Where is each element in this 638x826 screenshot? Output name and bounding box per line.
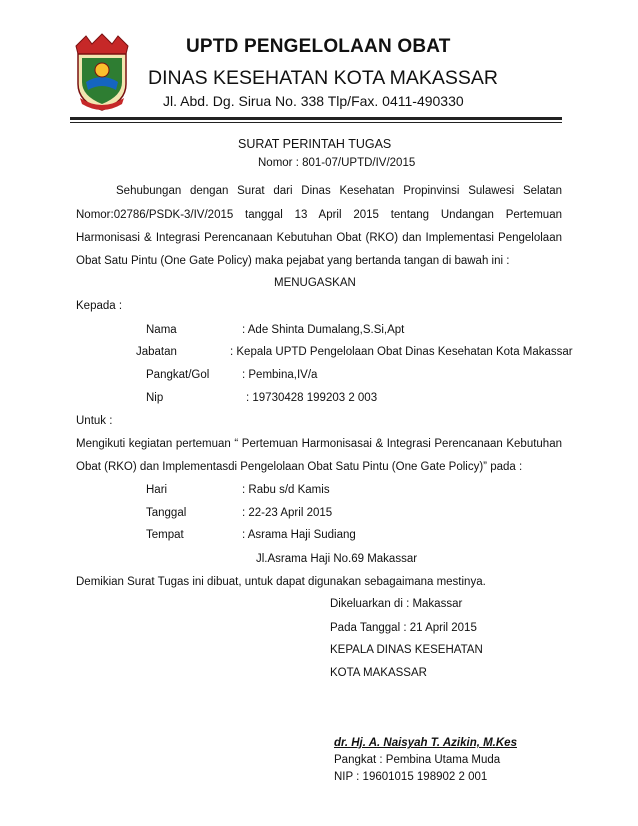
signatory-name: dr. Hj. A. Naisyah T. Azikin, M.Kes [334, 737, 517, 749]
header-subtitle: DINAS KESEHATAN KOTA MAKASSAR [148, 67, 499, 89]
nama-label: Nama [146, 324, 177, 336]
tempat-label: Tempat [146, 529, 184, 541]
city-emblem-logo [70, 32, 134, 112]
nama-value: : Ade Shinta Dumalang,S.Si,Apt [242, 324, 405, 336]
office-line-2: KOTA MAKASSAR [330, 667, 427, 679]
signatory-nip: NIP : 19601015 198902 2 001 [334, 771, 488, 783]
menugaskan-heading: MENUGASKAN [274, 277, 356, 289]
hari-value: : Rabu s/d Kamis [242, 484, 330, 496]
issued-date: Pada Tanggal : 21 April 2015 [330, 622, 477, 634]
untuk-line-1: Mengikuti kegiatan pertemuan “ Pertemuan Harmonisasai & Integrasi Perencanaan Kebutuhan [76, 438, 562, 450]
untuk-label: Untuk : [76, 415, 113, 427]
signatory-rank: Pangkat : Pembina Utama Muda [334, 754, 501, 766]
hari-label: Hari [146, 484, 168, 496]
jabatan-label: Jabatan [136, 346, 177, 358]
kepada-label: Kepada : [76, 300, 123, 312]
nip-label: Nip [146, 392, 164, 404]
issued-at: Dikeluarkan di : Makassar [330, 598, 463, 610]
tanggal-label: Tanggal [146, 507, 187, 519]
office-line-1: KEPALA DINAS KESEHATAN [330, 644, 483, 656]
intro-line-2: Nomor:02786/PSDK-3/IV/2015 tanggal 13 April 2015 tentang Undangan Pertemuan [76, 209, 562, 221]
pangkat-value: : Pembina,IV/a [242, 369, 318, 381]
intro-line-3: Harmonisasi & Integrasi Perencanaan Kebutuhan Obat (RKO) dan Implementasi Pengelolaan [76, 232, 562, 244]
header-title: UPTD PENGELOLAAN OBAT [186, 36, 451, 57]
nip-value: : 19730428 199203 2 003 [246, 392, 378, 404]
tempat-value: : Asrama Haji Sudiang [242, 529, 356, 541]
header-address: Jl. Abd. Dg. Sirua No. 338 Tlp/Fax. 0411-490330 [163, 93, 464, 109]
tempat-value-2: Jl.Asrama Haji No.69 Makassar [256, 553, 418, 565]
untuk-line-2: Obat (RKO) dan Implementasdi Pengelolaan Obat Satu Pintu (One Gate Policy)” pada : [76, 461, 523, 473]
letter-number: Nomor : 801-07/UPTD/IV/2015 [258, 157, 416, 169]
letter-title: SURAT PERINTAH TUGAS [238, 137, 392, 151]
header-rule-thick [70, 117, 562, 120]
closing-text: Demikian Surat Tugas ini dibuat, untuk dapat digunakan sebagaimana mestinya. [76, 576, 486, 588]
intro-line-1: Sehubungan dengan Surat dari Dinas Kesehatan Propinvinsi Sulawesi Selatan [116, 185, 562, 197]
jabatan-value: : Kepala UPTD Pengelolaan Obat Dinas Kesehatan Kota Makassar [230, 346, 573, 358]
tanggal-value: : 22-23 April 2015 [242, 507, 333, 519]
intro-line-4: Obat Satu Pintu (One Gate Policy) maka pejabat yang bertanda tangan di bawah ini : [76, 255, 510, 267]
pangkat-label: Pangkat/Gol [146, 369, 210, 381]
header-rule-thin [70, 122, 562, 123]
